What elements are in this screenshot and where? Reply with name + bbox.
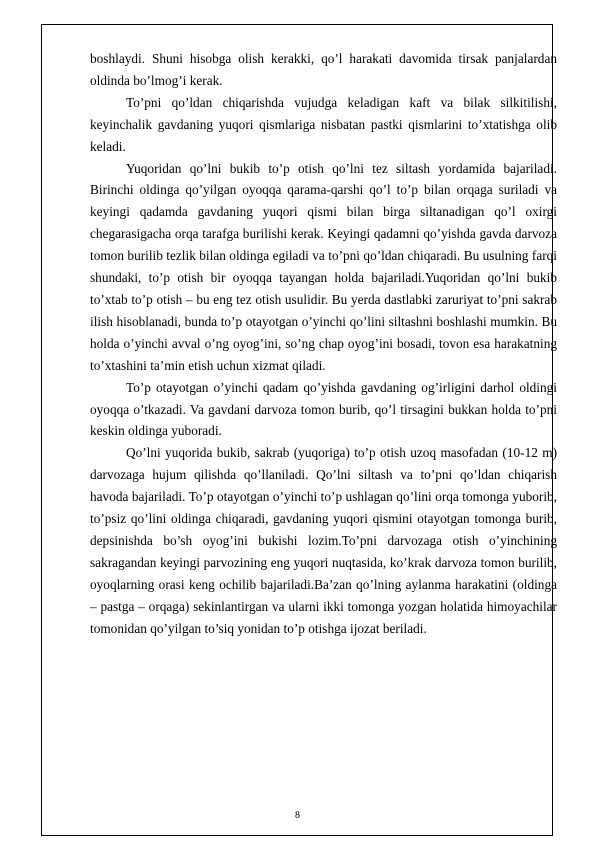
page-number: 8 [295, 810, 300, 821]
paragraph: To’pni qo’ldan chiqarishda vujudga keladigan kaft va bilak silkitilishi, keyinchalik gavdaning yuqori qismlariga nisbatan pastki qismlarini to’xtatishga olib keladi. [90, 94, 557, 154]
paragraph: To’p otayotgan o’yinchi qadam qo’yishda gavdaning og’irligini darhol oldingi oyoqqa o’tkazadi. Va gavdani darvoza tomon burib, qo’l tirsagini bukkan holda to’pni keskin oldinga yuboradi. [90, 379, 557, 439]
document-body [90, 48, 557, 639]
paragraph-continuation: boshlaydi. Shuni hisobga olish kerakki, qo’l harakati davomida tirsak panjalardan oldinda bo’lmog’i kerak. [90, 51, 557, 88]
paragraph: Yuqoridan qo’lni bukib to’p otish qo’lni tez siltash yordamida bajariladi. Birinchi oldinga qo’yilgan oyoqqa qarama-qarshi qo’l to’p bilan orqaga suriladi va keyingi qadamda gavdaning yuqori qismi bilan birga siltanadigan qo’l oxirgi chegarasigacha orqa tarafga burilishi kerak. Keyingi qadamni qo’yishda gavda darvoza tomon burilib tezlik bilan oldinga egiladi va to’pni qo’ldan chiqaradi. Bu usulning farqi shundaki, to’p otish bir oyoqqa tayangan holda bajariladi.Yuqoridan qo’lni bukib to’xtab to’p otish – bu eng tez otish usulidir. Bu yerda dastlabki zaruriyat to’pni sakrab ilish hisoblanadi, bunda to’p otayotgan o’yinchi qo’lini siltashni boshlashi mumkin. Bu holda o’yinchi avval o’ng oyog’ini, so’ng chap oyog’ini bosadi, tovon esa harakatning to’xtashini ta’min etish uchun xizmat qiladi. [90, 160, 557, 373]
paragraph: Qo’lni yuqorida bukib, sakrab (yuqoriga) to’p otish uzoq masofadan (10-12 m) darvozaga hujum qilishda qo’llaniladi. Qo’lni siltash va to’pni qo’ldan chiqarish havoda bajariladi. To’p otayotgan o’yinchi to’p ushlagan qo’lini orqa tomonga yuborib, to’psiz qo’lini oldinga chiqaradi, gavdaning yuqori qismini otayotgan tomonga burib, depsinishda bo’sh oyog’ini bukishi lozim.To’pni darvozaga otish o’yinchining sakragandan keyingi parvozining eng yuqori nuqtasida, ko’krak darvoza tomon burilib, oyoqlarning orasi keng ochilib bajariladi.Ba’zan qo’lning aylanma harakatini (oldinga – pastga – orqaga) sekinlantirgan va ularni ikki tomonga yozgan holatida himoyachilar tomonidan qo’yilgan to’siq yonidan to’p otishga ijozat beriladi. [90, 445, 557, 636]
